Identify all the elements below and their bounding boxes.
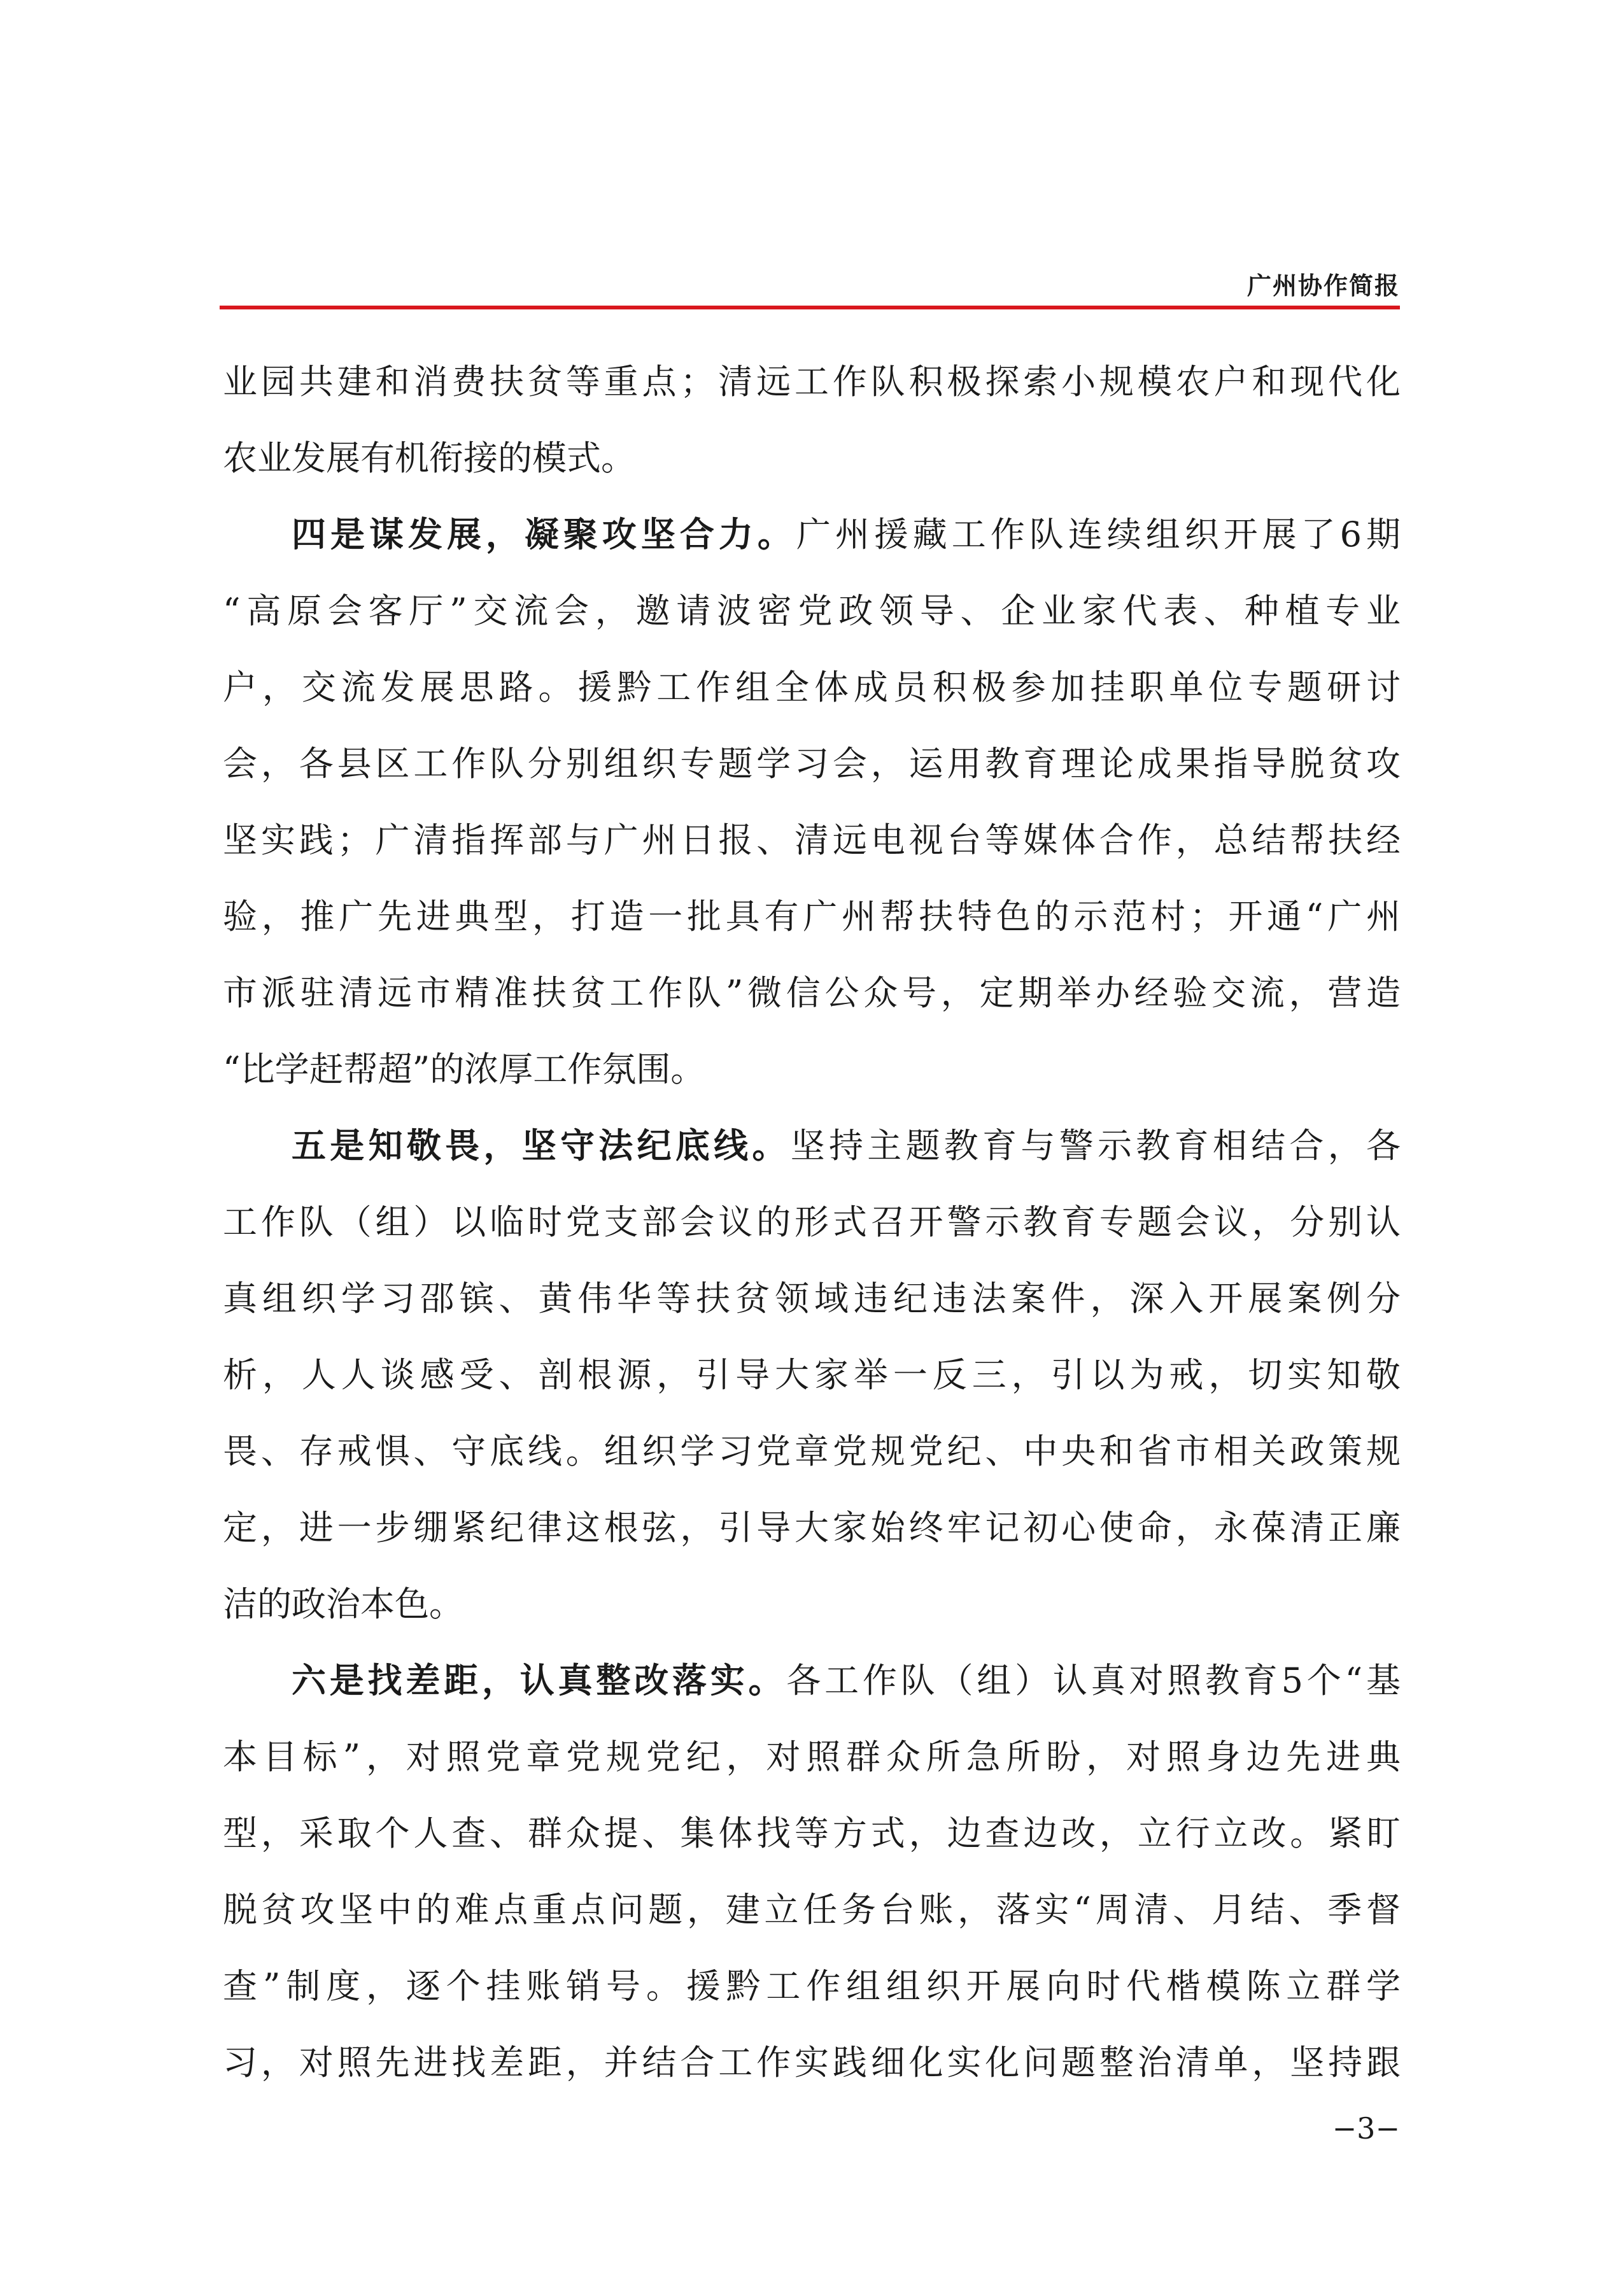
text-line: 畏、存戒惧、守底线。组织学习党章党规党纪、中央和省市相关政策规: [223, 1431, 1401, 1471]
paragraph-text: 各工作队（组）认真对照教育5个“基: [786, 1660, 1401, 1701]
text-line: 户，交流发展思路。援黔工作组全体成员积极参加挂职单位专题研讨: [223, 667, 1401, 707]
paragraph-lead: 四是谋发展，凝聚攻坚合力。: [292, 514, 796, 555]
text-line: 定，进一步绷紧纪律这根弦，引导大家始终牢记初心使命，永葆清正廉: [223, 1508, 1401, 1548]
text-line: [223, 497, 1401, 573]
text-line: “比学赶帮超”的浓厚工作氛围。: [223, 1049, 705, 1089]
body-text: [223, 344, 1401, 2101]
text-line: [223, 1643, 1401, 1719]
paragraph-lead: 五是知敬畏，坚守法纪底线。: [292, 1126, 791, 1166]
text-line: 洁的政治本色。: [223, 1584, 463, 1624]
page-number: −3−: [1332, 2111, 1400, 2146]
text-line: 本目标”，对照党章党规党纪，对照群众所急所盼，对照身边先进典: [223, 1737, 1401, 1777]
paragraph-lead: 六是找差距，认真整改落实。: [292, 1660, 787, 1701]
text-line: 坚实践；广清指挥部与广州日报、清远电视台等媒体合作，总结帮扶经: [223, 820, 1401, 860]
text-line: 脱贫攻坚中的难点重点问题，建立任务台账，落实“周清、月结、季督: [223, 1890, 1401, 1930]
text-line: 业园共建和消费扶贫等重点；清远工作队积极探索小规模农户和现代化: [223, 362, 1401, 402]
text-line: 析，人人谈感受、剖根源，引导大家举一反三，引以为戒，切实知敬: [223, 1355, 1401, 1395]
text-line: 市派驻清远市精准扶贫工作队”微信公众号，定期举办经验交流，营造: [223, 973, 1401, 1013]
text-line: 会，各县区工作队分别组织专题学习会，运用教育理论成果指导脱贫攻: [223, 744, 1401, 784]
header-title: 广州协作简报: [1246, 271, 1400, 300]
text-line: 验，推广先进典型，打造一批具有广州帮扶特色的示范村；开通“广州: [223, 896, 1401, 937]
paragraph-text: 广州援藏工作队连续组织开展了6期: [796, 514, 1401, 555]
header-rule: [220, 306, 1400, 309]
text-line: 型，采取个人查、群众提、集体找等方式，边查边改，立行立改。紧盯: [223, 1813, 1401, 1853]
text-line: [223, 1108, 1401, 1184]
text-line: 农业发展有机衔接的模式。: [223, 438, 635, 478]
text-line: 习，对照先进找差距，并结合工作实践细化实化问题整治清单，坚持跟: [223, 2042, 1401, 2083]
text-line: 查”制度，逐个挂账销号。援黔工作组组织开展向时代楷模陈立群学: [223, 1966, 1401, 2006]
text-line: 真组织学习邵镔、黄伟华等扶贫领域违纪违法案件，深入开展案例分: [223, 1278, 1401, 1319]
text-line: 工作队（组）以临时党支部会议的形式召开警示教育专题会议，分别认: [223, 1202, 1401, 1242]
paragraph-text: 坚持主题教育与警示教育相结合，各: [790, 1126, 1401, 1166]
text-line: “高原会客厅”交流会，邀请波密党政领导、企业家代表、种植专业: [223, 591, 1401, 631]
